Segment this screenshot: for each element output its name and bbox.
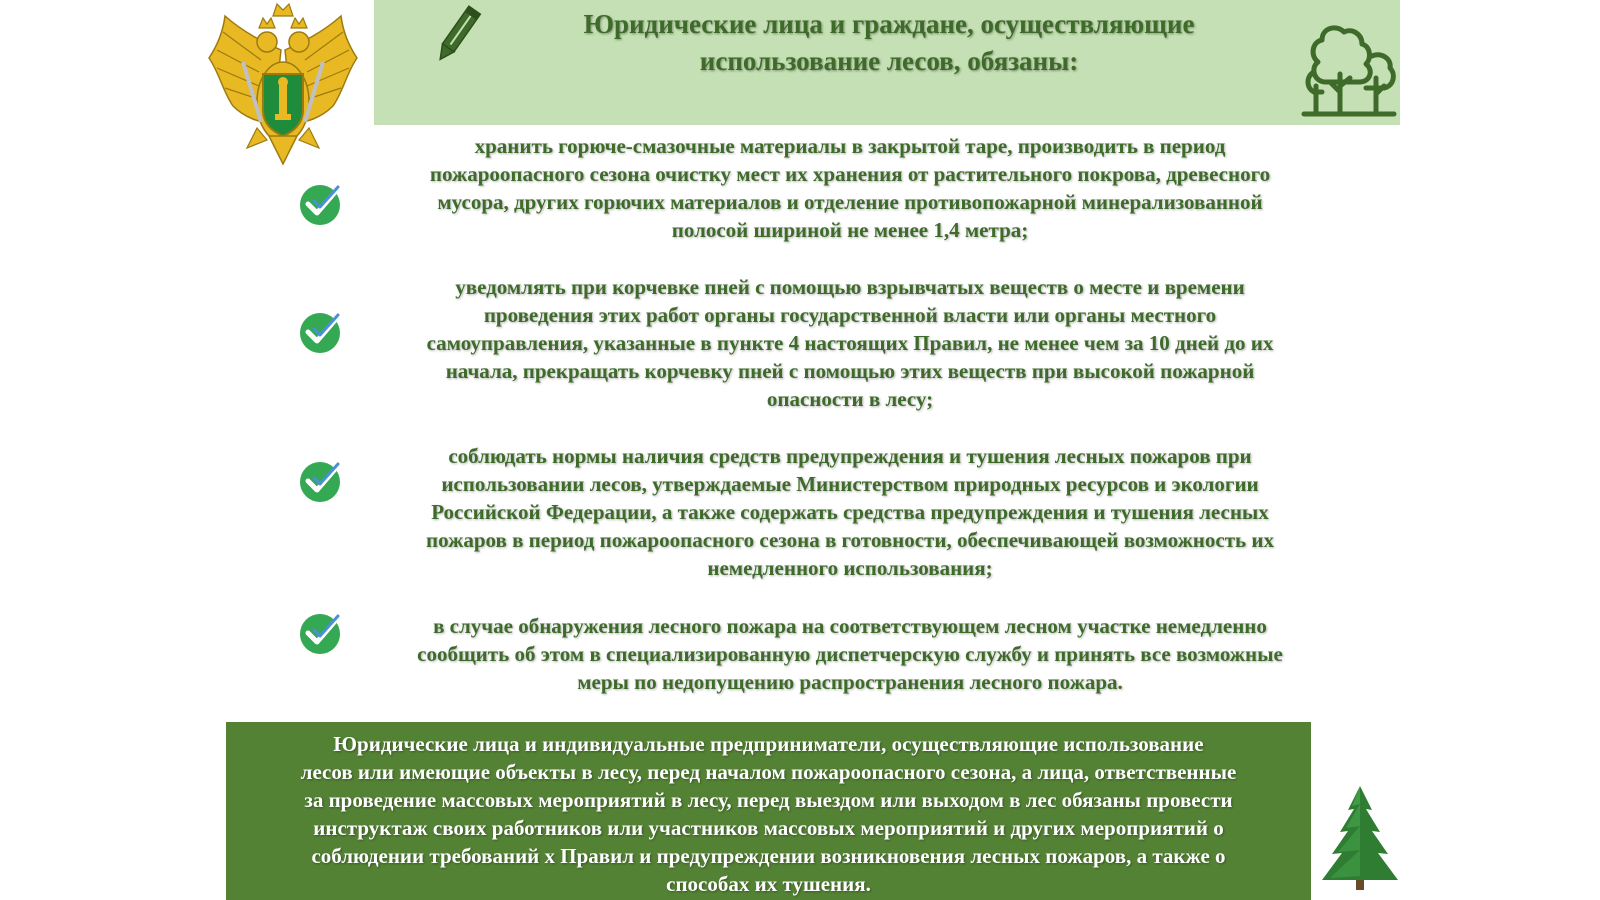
- text-line: полосой шириной не менее 1,4 метра;: [671, 218, 1029, 242]
- fir-tree-icon: [1318, 784, 1402, 892]
- header-banner: [374, 0, 1400, 125]
- page-title-line-1: Юридические лица и граждане, осуществляющие: [583, 9, 1195, 39]
- list-item-text: [350, 612, 1350, 696]
- text-line: самоуправления, указанные в пункте 4 настоящих Правил, не менее чем за 10 дней до их: [426, 331, 1274, 355]
- page-title: [464, 6, 1314, 80]
- instruction-text: [236, 730, 1301, 898]
- text-line: в случае обнаружения лесного пожара на соответствующем лесном участке немедленно: [433, 614, 1267, 638]
- text-line: немедленного использования;: [707, 556, 993, 580]
- text-line: меры по недопущению распространения лесного пожара.: [577, 670, 1123, 694]
- text-line: пожаров в период пожароопасного сезона в готовности, обеспечивающей возможность их: [426, 528, 1274, 552]
- list-item-text: [350, 132, 1350, 244]
- text-line: опасности в лесу;: [766, 387, 934, 411]
- text-line: способах их тушения.: [666, 872, 871, 896]
- text-line: сообщить об этом в специализированную диспетчерскую службу и принять все возможные: [417, 642, 1283, 666]
- check-icon: [298, 309, 344, 355]
- list-item: [290, 273, 1350, 413]
- text-line: пожароопасного сезона очистку мест их хранения от растительного покрова, древесного: [429, 162, 1271, 186]
- text-line: инструктаж своих работников или участников массовых мероприятий и других мероприятий о: [313, 816, 1224, 840]
- text-line: использовании лесов, утверждаемые Министерством природных ресурсов и экологии: [441, 472, 1259, 496]
- text-line: проведения этих работ органы государственной власти или органы местного: [483, 303, 1217, 327]
- check-icon: [298, 181, 344, 227]
- text-line: лесов или имеющие объекты в лесу, перед началом пожароопасного сезона, а лица, ответственные: [300, 760, 1237, 784]
- text-line: мусора, других горючих материалов и отделение противопожарной минерализованной: [437, 190, 1263, 214]
- text-line: уведомлять при корчевке пней с помощью взрывчатых веществ о месте и времени: [455, 275, 1245, 299]
- check-icon: [298, 458, 344, 504]
- list-item: [290, 132, 1350, 244]
- text-line: соблюдении требований х Правил и предупреждении возникновения лесных пожаров, а также о: [311, 844, 1226, 868]
- text-line: хранить горюче-смазочные материалы в закрытой таре, производить в период: [474, 134, 1226, 158]
- list-item: [290, 612, 1350, 696]
- text-line: начала, прекращать корчевку пней с помощью этих веществ при высокой пожарной: [445, 359, 1255, 383]
- trees-icon: [1300, 22, 1398, 118]
- text-line: Российской Федерации, а также содержать средства предупреждения и тушения лесных: [431, 500, 1269, 524]
- check-icon: [298, 610, 344, 656]
- text-line: Юридические лица и индивидуальные предприниматели, осуществляющие использование: [333, 732, 1204, 756]
- list-item: [290, 442, 1350, 582]
- text-line: соблюдать нормы наличия средств предупреждения и тушения лесных пожаров при: [448, 444, 1252, 468]
- text-line: за проведение массовых мероприятий в лесу, перед выездом или выходом в лес обязаны провести: [304, 788, 1233, 812]
- instruction-box: [226, 722, 1311, 900]
- page-title-line-2: использование лесов, обязаны:: [699, 46, 1079, 76]
- list-item-text: [350, 442, 1350, 582]
- list-item-text: [350, 273, 1350, 413]
